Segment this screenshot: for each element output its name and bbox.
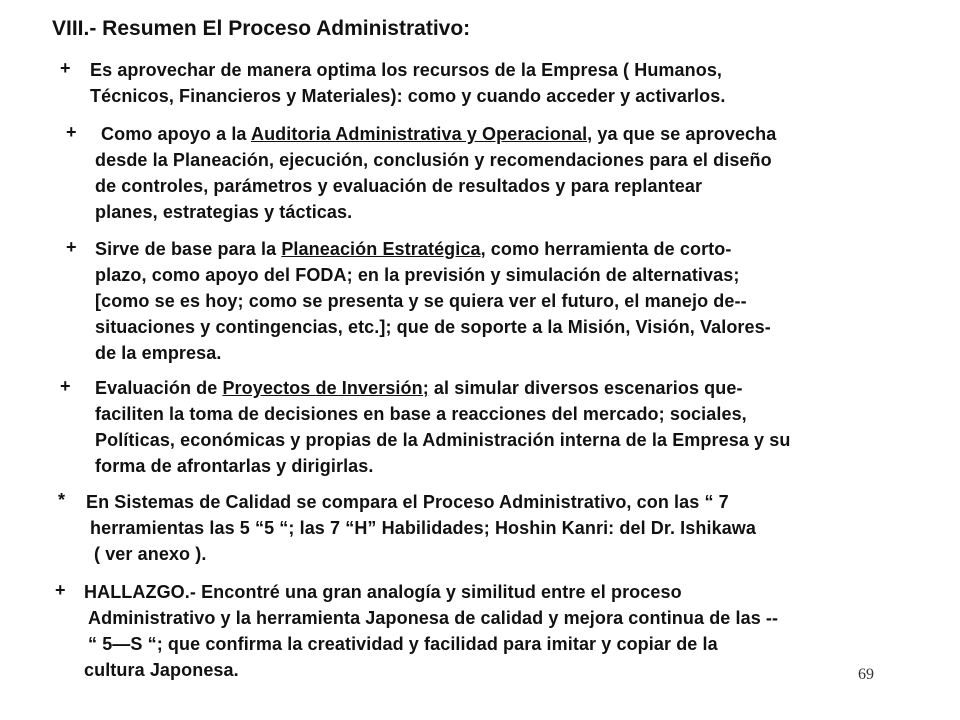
bullet-plus: +	[66, 122, 77, 142]
text-line: Administrativo y la herramienta Japonesa de calidad y mejora continua de las --	[88, 608, 779, 628]
text-line	[95, 121, 776, 147]
text-line: cultura Japonesa.	[84, 660, 239, 680]
bullet-plus: +	[66, 237, 77, 257]
list-item	[86, 489, 756, 567]
text-segment: como herramienta de corto-	[485, 239, 732, 259]
text-segment: Como apoyo a la	[101, 124, 251, 144]
list-item	[90, 57, 725, 109]
text-line: En Sistemas de Calidad se compara el Proceso Administrativo, con las “ 7	[86, 492, 729, 512]
text-line: de controles, parámetros y evaluación de resultados y para replantear	[95, 176, 703, 196]
list-item	[95, 236, 771, 366]
text-line: faciliten la toma de decisiones en base a reacciones del mercado; sociales,	[95, 404, 747, 424]
text-segment: Evaluación de	[95, 378, 223, 398]
underlined-term: Auditoria Administrativa y Operacional,	[250, 124, 593, 144]
text-line: planes, estrategias y tácticas.	[95, 202, 353, 222]
text-line	[95, 236, 771, 262]
underlined-term: Planeación Estratégica,	[281, 239, 486, 259]
bullet-plus: +	[60, 58, 71, 78]
page-number: 69	[858, 666, 874, 683]
text-line: [como se es hoy; como se presenta y se quiera ver el futuro, el manejo de--	[95, 291, 747, 311]
text-line: desde la Planeación, ejecución, conclusión y recomendaciones para el diseño	[95, 150, 772, 170]
text-line: plazo, como apoyo del FODA; en la previsión y simulación de alternativas;	[95, 265, 740, 285]
text-line: herramientas las 5 “5 “; las 7 “H” Habilidades; Hoshin Kanri: del Dr. Ishikawa	[90, 518, 757, 538]
text-line: de la empresa.	[95, 343, 222, 363]
text-segment: ya que se aprovecha	[592, 124, 777, 144]
text-line	[95, 375, 790, 401]
list-item	[95, 375, 790, 479]
text-line: “ 5—S “; que confirma la creatividad y facilidad para imitar y copiar de la	[88, 634, 718, 654]
text-line: ( ver anexo ).	[94, 544, 207, 564]
text-line: forma de afrontarlas y dirigirlas.	[95, 456, 374, 476]
text-segment: al simular diversos escenarios que-	[428, 378, 743, 398]
text-line: Técnicos, Financieros y Materiales): como y cuando acceder y activarlos.	[90, 86, 726, 106]
underlined-term: Proyectos de Inversión;	[222, 378, 429, 398]
list-item	[95, 121, 776, 225]
text-line: HALLAZGO.- Encontré una gran analogía y similitud entre el proceso	[84, 582, 682, 602]
page-title: VIII.- Resumen El Proceso Administrativo:	[52, 17, 471, 40]
text-segment: Sirve de base para la	[95, 239, 282, 259]
text-line: situaciones y contingencias, etc.]; que de soporte a la Misión, Visión, Valores-	[95, 317, 771, 337]
text-line: Políticas, económicas y propias de la Administración interna de la Empresa y su	[95, 430, 791, 450]
text-line: Es aprovechar de manera optima los recursos de la Empresa ( Humanos,	[90, 60, 723, 80]
bullet-plus: +	[60, 376, 71, 396]
bullet-asterisk: *	[58, 490, 66, 510]
list-item	[84, 579, 778, 683]
bullet-plus: +	[55, 580, 66, 600]
